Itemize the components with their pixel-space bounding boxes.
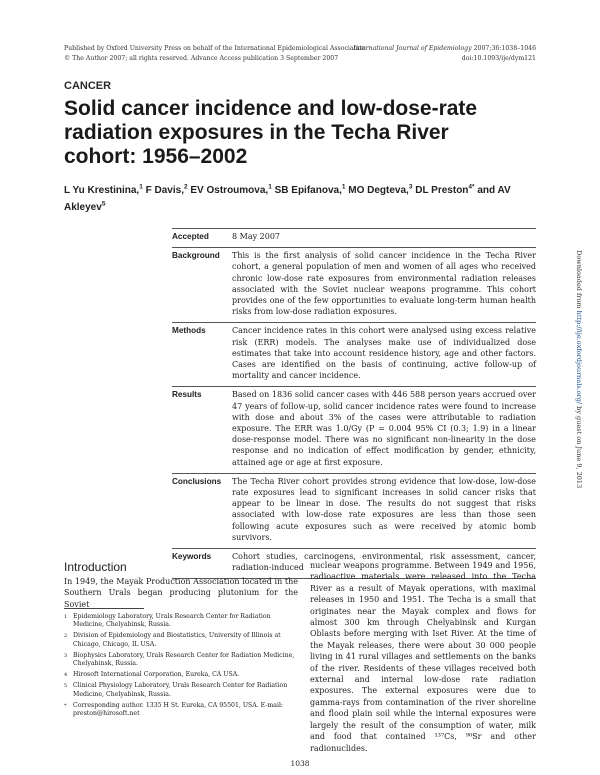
abstract-methods <box>172 322 536 386</box>
abstract-text: The Techa River cohort provides strong evidence that low-dose, low-dose rate exposures lead to significant increases in solid cancer risks that appear to be linear in dose. The results do not suggest that risks associated with low-dose rate exposures are less than those seen following acute exposures such as were received by atomic bomb survivors. <box>232 476 536 542</box>
abstract-accepted <box>172 228 536 247</box>
abstract-label: Accepted <box>172 232 209 241</box>
abstract-conclusions <box>172 473 536 548</box>
abstract-background <box>172 247 536 322</box>
footnote: 4 Hirosoft International Corporation, Eureka, CA USA. <box>64 671 240 679</box>
intro-text-left: In 1949, the Mayak Production Association located in the Southern Urals began producing plutonium for the Soviet <box>64 577 298 609</box>
abstract-text: This is the first analysis of solid cancer incidence in the Techa River cohort, a general population of men and women of all ages who received chronic low-dose rate exposures from environmental radiation releases associated with the Soviet nuclear weapons programme. This cohort provides one of the few opportunities to evaluate long-term human health risks from low-dose radiation exposures. <box>232 251 536 317</box>
download-note: Downloaded from http://ije.oxfordjournals.org/ by guest on June 9, 2013 <box>575 250 583 489</box>
journal-name: International Journal of Epidemiology <box>353 45 472 52</box>
footnote: 1 Epidemiology Laboratory, Urals Research Center for Radiation Medicine, Chelyabinsk, Russia. <box>64 613 271 629</box>
doi[interactable]: doi:10.1093/ije/dym121 <box>461 54 536 62</box>
section-label: CANCER <box>64 80 112 92</box>
footnote: 5 Clinical Physiology Laboratory, Urals Research Center for Radiation Medicine, Chelyabinsk, Russia. <box>64 682 288 698</box>
abstract-text: Cohort studies, carcinogens, environmental, risk assessment, cancer, radiation-induced <box>232 552 536 573</box>
author-list <box>64 181 534 215</box>
footnote: * Corresponding author. 1335 H St. Eureka, CA 95501, USA. E-mail: preston@hirosoft.net <box>64 701 284 718</box>
journal-citation <box>353 44 536 54</box>
footnote-divider <box>64 608 144 609</box>
author: DL Preston$^{4*}$ <box>415 184 475 197</box>
author: EV Ostroumova,$^1$ <box>190 184 272 197</box>
footnote: 3 Biophysics Laboratory, Urals Research Center for Radiation Medicine, Chelyabinsk, Russia. <box>64 651 295 668</box>
abstract-label: Keywords <box>172 552 212 562</box>
abstract <box>172 228 536 579</box>
section-heading: Introduction <box>64 560 127 574</box>
citation: 2007;36:1038–1046 <box>471 45 536 52</box>
author: MO Degteva,$^3$ <box>348 184 413 197</box>
abstract-label: Background <box>172 251 220 261</box>
header-right <box>353 44 536 63</box>
author: F Davis,$^2$ <box>145 184 188 197</box>
footnotes <box>64 613 298 721</box>
publisher-line: Published by Oxford University Press on behalf of the International Epidemiological Association <box>64 45 366 52</box>
author: and AV Akleyev$^5$ <box>64 185 511 214</box>
abstract-results <box>172 386 536 472</box>
footnote: 2 Division of Epidemiology and Biostatistics, University of Illinois at Chicago, Chicago, IL USA. <box>64 632 281 648</box>
abstract-text: 8 May 2007 <box>232 232 281 241</box>
header-left <box>64 44 366 63</box>
abstract-label: Results <box>172 390 202 400</box>
abstract-text: Cancer incidence rates in this cohort were analysed using excess relative risk (ERR) models. The analyses make use of individualized dose estimates that take into account residence history, age and other factors. Cases are identified on the basis of continuing, active follow-up of mortality and cancer incidence. <box>232 326 536 381</box>
author: L Yu Krestinina,$^1$ <box>64 184 143 197</box>
page-number: 1038 <box>290 759 310 768</box>
copyright-line: © The Author 2007; all rights reserved. Advance Access publication 3 September 2007 <box>64 54 339 62</box>
article-title: Solid cancer incidence and low-dose-rate radiation exposures in the Techa River cohort: 1956–2002 <box>64 97 478 168</box>
journal-link[interactable]: http://ije.oxfordjournals.org/ <box>575 310 583 405</box>
abstract-label: Methods <box>172 326 206 336</box>
intro-text-right: nuclear weapons programme. Between 1949 and 1956, radioactive materials were released into the Techa River as a result of Mayak operations, with maximal releases in 1950 and 1951. The Techa is a small that originates near the Mayak complex and flows for almost 300 km through Chelyabinsk and Kurgan Oblasts before merging with Iset River. At the time of the Mayak releases, there were about 30 000 people living in 41 rural villages and settlements on the banks of the river. Residents of these villages received both external and internal low-dose rate radiation exposures. The external exposures were due to gamma-rays from contamination of the river shoreline and flood plain soil while the internal exposures were largely the result of the consumption of water, milk and food that contained ¹³⁷Cs, ⁹⁰Sr and other radionuclides. <box>310 561 536 753</box>
abstract-text: Based on 1836 solid cancer cases with 446 588 person years accrued over 47 years of follow-up, solid cancer incidence rates were found to increase with dose and about 3% of the cases were attributable to radiation exposure. The ERR was 1.0/Gy (P = 0.004 95% CI (0.3; 1.9) in a linear dose-response model. There was no significant non-linearity in the dose response and no indication of effect modification by gender, ethnicity, attained age or age at first exposure. <box>232 390 536 467</box>
abstract-label: Conclusions <box>172 476 222 486</box>
author: SB Epifanova,$^1$ <box>274 184 346 197</box>
